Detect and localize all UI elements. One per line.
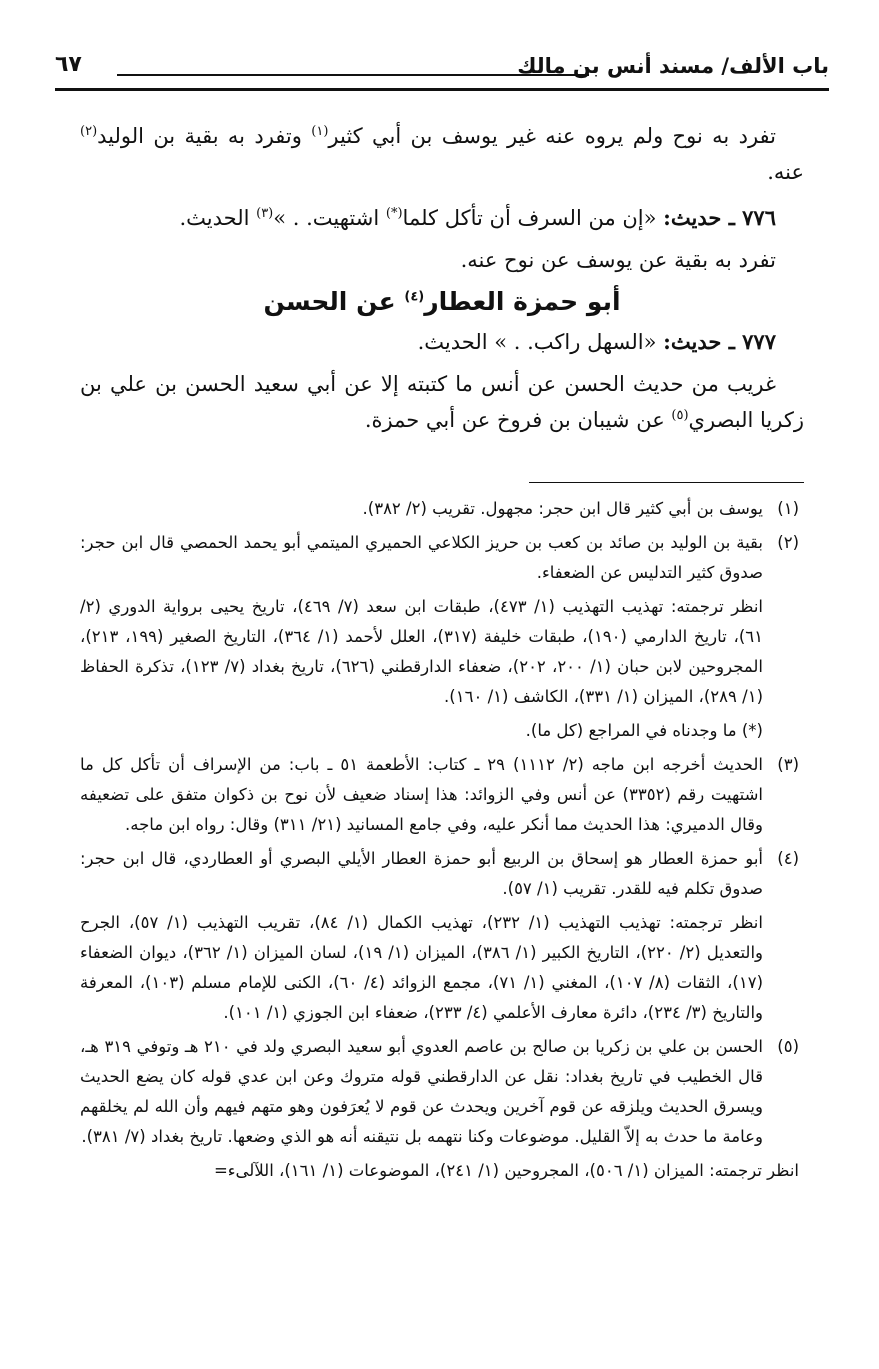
paragraph-1	[80, 118, 804, 190]
hadith-776	[80, 200, 804, 236]
footnote-separator	[529, 482, 804, 483]
section-heading	[80, 282, 804, 322]
hadith-776-text-3: الحديث.	[179, 206, 257, 230]
footnote-number: (١)	[777, 499, 799, 518]
footnote-star	[80, 716, 799, 746]
footnote-ref-4: (٤)	[404, 289, 425, 305]
page-header	[55, 48, 829, 88]
hadith-776-text-2: اشتهيت. . »	[273, 206, 386, 230]
footnote-text: الحديث أخرجه ابن ماجه (٢/ ١١١٢) ٢٩ ـ كتاب: الأطعمة ٥١ ـ باب: من الإسراف أن تأكل كل ما اشتهيت رقم (٣٣٥٢) عن أنس وفي الزوائد: هذا إسناد ضعيف لأن نوح بن ذكوان متفق على تضعيفه وقال الدميري: هذا الحديث مما أنكر عليه، وفي جامع المسانيد (٢١/ ٣١١) وقال: رواه ابن ماجه.	[80, 755, 763, 834]
paragraph-1-text: تفرد به نوح ولم يروه عنه غير يوسف بن أبي كثير	[328, 124, 777, 148]
footnote-4	[80, 844, 799, 1028]
footnote-2	[80, 528, 799, 712]
paragraph-3	[80, 366, 804, 438]
footnote-5	[80, 1032, 799, 1152]
footnotes	[80, 494, 799, 1186]
page-number: ٦٧	[55, 52, 82, 77]
paragraph-3-text: غريب من حديث الحسن عن أنس ما كتبته إلا عن أبي سعيد الحسن بن علي بن زكريا البصري	[80, 372, 804, 432]
footnote-text: الحسن بن علي بن زكريا بن صالح بن عاصم العدوي أبو سعيد البصري ولد في ٢١٠ هـ وتوفي ٣١٩ هـ، قال الخطيب في تاريخ بغداد: نقل عن الدارقطني قوله متروك وعن ابن عدي قوله كان يضع الحديث ويسرق الحديث ويلزقه عن قوم آخرين ويحدث عن قوم لا يُعرَفون وهو متهم فيهم وأن الله لم يخلقهم وعامة ما حدث به إلاّ القليل. موضوعات وكنا نتهمه بل نتيقنه أنه هو الذي وضعها. تاريخ بغداد (٧/ ٣٨١).	[80, 1037, 763, 1146]
footnote-number: (٤)	[777, 849, 799, 868]
footnote-number: (٣)	[777, 755, 799, 774]
header-rule-thick	[55, 88, 829, 91]
footnote-ref-3: (٣)	[256, 206, 274, 221]
section-heading-a: أبو حمزة العطار	[424, 287, 621, 316]
hadith-777-text: «السهل راكب. . » الحديث.	[417, 330, 664, 354]
hadith-776-text: «إن من السرف أن تأكل كلما	[402, 206, 664, 230]
hadith-776-label: ٧٧٦ ـ حديث:	[663, 205, 776, 230]
footnote-references: انظر ترجمته: تهذيب التهذيب (١/ ٢٣٢)، تهذيب الكمال (١/ ٨٤)، تقريب التهذيب (١/ ٥٧)، الجرح والتعديل (٢/ ٢٢٠)، التاريخ الكبير (١/ ٣٨٦)، الميزان (١/ ١٩)، لسان الميزان (١/ ٣٦٢)، ديوان الضعفاء (١٧)، الثقات (٨/ ١٠٧)، المغني (١/ ٧١)، مجمع الزوائد (٤/ ٦٠)، الكنى للإمام مسلم (١٠٣)، المعرفة والتاريخ (٣/ ٢٣٤)، دائرة معارف الأعلمي (٤/ ٢٣٣)، ضعفاء ابن الجوزي (١/ ١٠١).	[80, 913, 764, 1022]
footnote-3	[80, 750, 799, 840]
main-text	[80, 118, 804, 438]
footnote-1	[80, 494, 799, 524]
hadith-777-label: ٧٧٧ ـ حديث:	[663, 329, 776, 354]
footnote-text: يوسف بن أبي كثير قال ابن حجر: مجهول. تقريب (٢/ ٣٨٢).	[362, 499, 763, 518]
footnote-ref-2: (٢)	[80, 124, 98, 139]
footnote-number: (٥)	[777, 1037, 799, 1056]
footnote-references: انظر ترجمته: تهذيب التهذيب (١/ ٤٧٣)، طبقات ابن سعد (٧/ ٤٦٩)، تاريخ يحيى برواية الدوري (٢/ ٦١)، تاريخ الدارمي (١٩٠)، طبقات خليفة (٣١٧)، العلل لأحمد (١/ ٣٦٤)، التاريخ الصغير (١٩٩، ٢١٣)، المجروحين لابن حبان (١/ ٢٠٠، ٢٠٢)، ضعفاء الدارقطني (٦٢٦)، تاريخ بغداد (٧/ ١٢٣)، تذكرة الحفاظ (١/ ٢٨٩)، الميزان (١/ ٣٣١)، الكاشف (١/ ١٦٠).	[80, 597, 764, 706]
section-heading-b: عن الحسن	[263, 287, 405, 316]
footnote-continuation: انظر ترجمته: الميزان (١/ ٥٠٦)، المجروحين (١/ ٢٤١)، الموضوعات (١/ ١٦١)، اللآلىء=	[213, 1161, 799, 1180]
footnote-ref-5: (٥)	[671, 408, 689, 423]
paragraph-3-text-2: عن شيبان بن فروخ عن أبي حمزة.	[364, 408, 672, 432]
footnote-text: (*) ما وجدناه في المراجع (كل ما).	[525, 721, 763, 740]
hadith-777	[80, 324, 804, 360]
running-title: باب الألف/ مسند أنس بن مالك	[517, 54, 829, 78]
paragraph-2: تفرد به بقية عن يوسف عن نوح عنه.	[460, 248, 776, 272]
paragraph-1-text-2: وتفرد به بقية بن الوليد	[97, 124, 312, 148]
footnote-ref-1: (١)	[311, 124, 329, 139]
footnote-text: أبو حمزة العطار هو إسحاق بن الربيع أبو حمزة العطار الأيلي البصري أو العطاردي، قال ابن حجر: صدوق تكلم فيه للقدر. تقريب (١/ ٥٧).	[80, 849, 763, 898]
footnote-number: (٢)	[777, 533, 799, 552]
footnote-ref-star: (*)	[385, 206, 403, 221]
footnote-text: بقية بن الوليد بن صائد بن كعب بن حريز الكلاعي الحميري الميتمي أبو يحمد الحمصي قال ابن حجر: صدوق كثير التدليس عن الضعفاء.	[80, 533, 763, 582]
header-rule-thin	[117, 74, 589, 76]
paragraph-1-text-3: عنه.	[767, 160, 804, 184]
